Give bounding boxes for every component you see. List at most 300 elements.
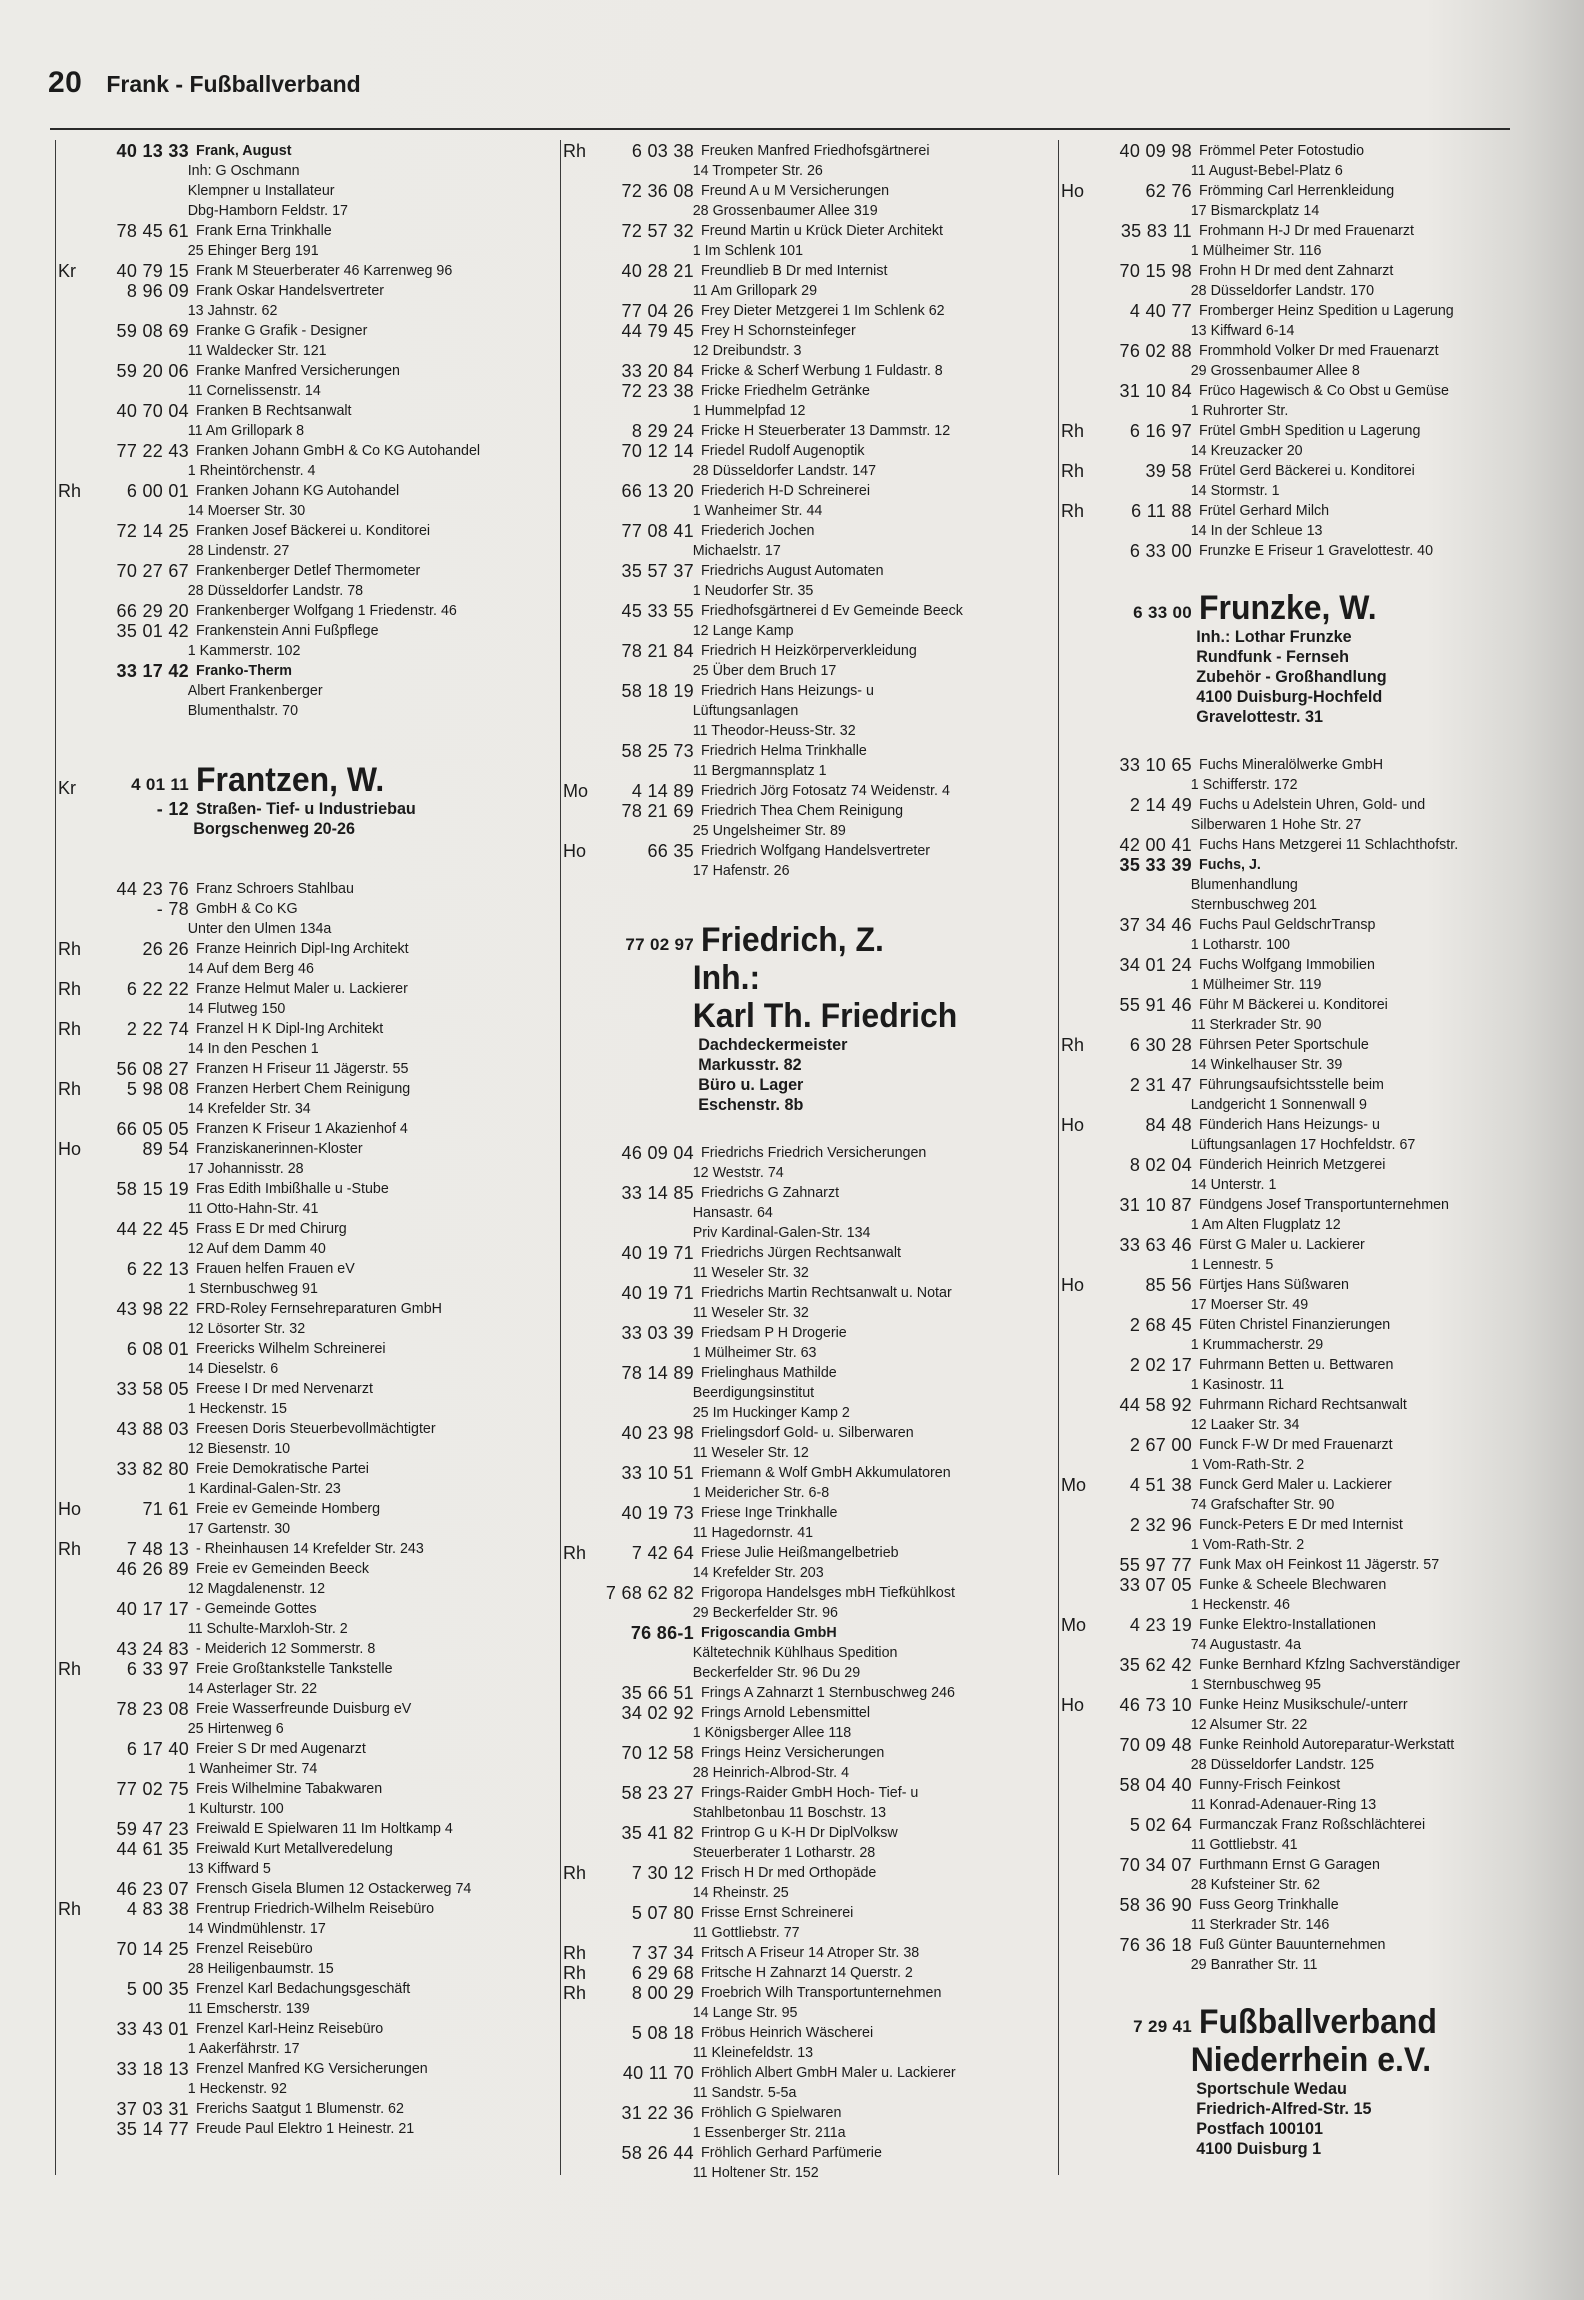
listing-name: Funke Elektro-Installationen (1199, 1616, 1376, 1633)
district-prefix (58, 2019, 92, 2039)
listing-continuation: 28 Düsseldorfer Landstr. 170 (1190, 282, 1375, 299)
listing-entry (58, 321, 558, 361)
district-prefix (563, 1363, 597, 1383)
listing-entry (1061, 1815, 1521, 1855)
listing-row (1061, 1115, 1521, 1135)
listing-entry (563, 1943, 1056, 1963)
listing-entry (563, 381, 1056, 421)
listing-row (1061, 855, 1521, 875)
phone-number: 39 58 (1145, 461, 1192, 481)
listing-row (58, 1079, 558, 1099)
listing-name: Frass E Dr med Chirurg (196, 1220, 347, 1237)
ad-name: Frunzke, W. (1199, 589, 1377, 627)
phone-number: 46 23 07 (116, 1879, 189, 1899)
district-prefix (58, 321, 92, 341)
district-prefix (563, 321, 597, 341)
listing-name: Friese Inge Trinkhalle (701, 1504, 838, 1521)
listing-name: Frank, August (196, 142, 292, 159)
listing-name: Frauen helfen Frauen eV (196, 1260, 355, 1277)
phone-number: 46 26 89 (116, 1559, 189, 1579)
district-prefix (563, 1243, 597, 1263)
listing-continuation: 1 Wanheimer Str. 74 (187, 1760, 318, 1777)
listing-entry (1061, 181, 1521, 221)
listing-row (58, 1979, 558, 1999)
listing-name: Fröbus Heinrich Wäscherei (701, 2024, 874, 2041)
listing-name: Franz Schroers Stahlbau (196, 880, 354, 897)
listing-name: Fricke & Scherf Werbung 1 Fuldastr. 8 (701, 362, 943, 379)
district-prefix: Rh (1061, 1035, 1085, 1055)
phone-number: 40 11 70 (622, 2063, 694, 2083)
listing-continuation: 28 Kufsteiner Str. 62 (1190, 1876, 1321, 1893)
listing-name: Funck F-W Dr med Frauenarzt (1199, 1436, 1393, 1453)
listing-row (1061, 1275, 1521, 1295)
phone-number: 33 63 46 (1119, 1235, 1192, 1255)
listing-continuation: 14 Auf dem Berg 46 (187, 960, 314, 977)
district-prefix (563, 561, 597, 581)
district-prefix: Ho (1061, 181, 1085, 201)
listing-continuation: Kältetechnik Kühlhaus Spedition (692, 1644, 898, 1661)
listing-entry (58, 401, 558, 441)
phone-number: 8 00 29 (631, 1983, 694, 2003)
phone-number: 58 36 90 (1119, 1895, 1192, 1915)
listing-continuation: 11 Theodor-Heuss-Str. 32 (692, 722, 856, 739)
listing-continuation: 25 Über dem Bruch 17 (692, 662, 837, 679)
listing-entry (1061, 1435, 1521, 1475)
listing-name: Fuss Georg Trinkhalle (1199, 1896, 1339, 1913)
district-prefix: Rh (58, 1899, 82, 1919)
listing-row (563, 221, 1056, 241)
ad-fussball (1061, 1975, 1521, 2159)
listing-entry (1061, 461, 1521, 501)
listing-continuation: Sternbuschweg 201 (1190, 896, 1317, 913)
phone-number: 26 26 (142, 939, 189, 959)
phone-number: 72 23 38 (621, 381, 694, 401)
listing-row (563, 1183, 1056, 1203)
phone-number: 70 15 98 (1119, 261, 1192, 281)
listing-row (1061, 1035, 1521, 1055)
phone-number: 7 48 13 (126, 1539, 189, 1559)
district-prefix (58, 1059, 92, 1079)
ad-owner: Karl Th. Friedrich (692, 997, 958, 1035)
listing-continuation: 1 Mülheimer Str. 116 (1190, 242, 1322, 259)
listing-row (58, 1939, 558, 1959)
listing-name: Frenzel Karl-Heinz Reisebüro (196, 2020, 384, 2037)
listing-row (563, 561, 1056, 581)
listing-name: Fromberger Heinz Spedition u Lagerung (1199, 302, 1454, 319)
listing-name: Friederich Jochen (701, 522, 815, 539)
listing-continuation: 1 Lotharstr. 100 (1190, 936, 1290, 953)
district-prefix: Rh (58, 939, 82, 959)
phone-number: 34 02 92 (621, 1703, 694, 1723)
listing-row (1061, 1855, 1521, 1875)
listing-continuation: 1 Kardinal-Galen-Str. 23 (187, 1480, 341, 1497)
listing-name: Franke G Grafik - Designer (196, 322, 368, 339)
district-prefix (1061, 1315, 1095, 1335)
phone-number: 43 88 03 (116, 1419, 189, 1439)
header-rule (50, 128, 1510, 130)
listing-continuation: 12 Lösorter Str. 32 (187, 1320, 306, 1337)
district-prefix: Ho (1061, 1115, 1085, 1135)
listing-name: Friedrich Hans Heizungs- u (701, 682, 874, 699)
listing-name: Fritsche H Zahnarzt 14 Querstr. 2 (701, 1964, 913, 1981)
phone-number: 6 08 01 (126, 1339, 189, 1359)
listing-name: Funke Bernhard Kfzlng Sachverständiger (1199, 1656, 1461, 1673)
district-prefix: Rh (563, 141, 587, 161)
listing-continuation: 11 Konrad-Adenauer-Ring 13 (1190, 1796, 1377, 1813)
spacer (1061, 727, 1521, 755)
listing-entry (58, 1139, 558, 1179)
district-prefix (58, 1219, 92, 1239)
listing-row (1061, 301, 1521, 321)
listing-entry (563, 1983, 1056, 2023)
listing-continuation: Blumenhandlung (1190, 876, 1298, 893)
listing-name: Franzen H Friseur 11 Jägerstr. 55 (196, 1060, 409, 1077)
listing-entry (58, 1899, 558, 1939)
listing-row (563, 301, 1056, 321)
district-prefix (563, 1743, 597, 1763)
listing-continuation: 11 Sterkrader Str. 146 (1190, 1916, 1330, 1933)
listing-name: Funck-Peters E Dr med Internist (1199, 1516, 1403, 1533)
ad-name: Friedrich, Z. (701, 921, 884, 959)
listing-name: Friedhofsgärtnerei d Ev Gemeinde Beeck (701, 602, 963, 619)
listing-row (58, 1659, 558, 1679)
phone-number: 78 21 69 (621, 801, 694, 821)
phone-number: 66 13 20 (621, 481, 694, 501)
listing-name: Friedsam P H Drogerie (701, 1324, 847, 1341)
listing-entry (563, 2103, 1056, 2143)
listing-name: Fricke Friedhelm Getränke (701, 382, 870, 399)
district-prefix: Ho (1061, 1275, 1085, 1295)
district-prefix (58, 1939, 92, 1959)
phone-number: 33 10 65 (1119, 755, 1192, 775)
listing-entry (1061, 141, 1521, 181)
listing-name: Freie ev Gemeinde Homberg (196, 1500, 381, 1517)
district-prefix: Rh (58, 1019, 82, 1039)
listing-continuation: 14 Krefelder Str. 203 (692, 1564, 824, 1581)
listing-continuation: 1 Kammerstr. 102 (187, 642, 301, 659)
listing-entry (563, 301, 1056, 321)
listing-row (563, 1143, 1056, 1163)
listing-continuation: 17 Hafenstr. 26 (692, 862, 790, 879)
district-prefix (563, 2103, 597, 2123)
district-prefix: Rh (563, 1543, 587, 1563)
listing-name: Friedrichs August Automaten (701, 562, 884, 579)
listing-name: Fuhrmann Betten u. Bettwaren (1199, 1356, 1394, 1373)
phone-number: 58 04 40 (1119, 1775, 1192, 1795)
listing-continuation: 14 Windmühlenstr. 17 (187, 1920, 326, 1937)
district-prefix (563, 481, 597, 501)
district-prefix: Rh (563, 1863, 587, 1883)
ad-line: 4100 Duisburg 1 (1196, 2140, 1322, 2158)
listing-name: Führ M Bäckerei u. Konditorei (1199, 996, 1388, 1013)
listing-row (563, 1423, 1056, 1443)
listing-entry (58, 1559, 558, 1599)
listing-name: Frentrup Friedrich-Wilhelm Reisebüro (196, 1900, 435, 1917)
phone-number: 35 33 39 (1119, 855, 1192, 875)
listing-row (563, 641, 1056, 661)
phone-number: 84 48 (1145, 1115, 1192, 1135)
listing-row (58, 1339, 558, 1359)
listing-entry (563, 441, 1056, 481)
phone-number: 35 41 82 (621, 1823, 694, 1843)
phone-number: 33 82 80 (116, 1459, 189, 1479)
listing-entry (58, 1119, 558, 1139)
listing-entry (58, 1059, 558, 1079)
listing-entry (1061, 955, 1521, 995)
district-prefix (58, 1459, 92, 1479)
listing-name: GmbH & Co KG (196, 900, 298, 917)
listing-row (563, 2063, 1056, 2083)
district-prefix (563, 601, 597, 621)
listing-row (563, 1243, 1056, 1263)
listing-entry (58, 1839, 558, 1879)
phone-number: 44 23 76 (116, 879, 189, 899)
ad-line: Gravelottestr. 31 (1196, 708, 1323, 726)
listing-name: Frütel GmbH Spedition u Lagerung (1199, 422, 1421, 439)
listing-row (1061, 1815, 1521, 1835)
listing-entry (1061, 381, 1521, 421)
listing-entry (563, 781, 1056, 801)
listing-entry (563, 561, 1056, 601)
phone-number: 44 58 92 (1119, 1395, 1192, 1415)
district-prefix (58, 1559, 92, 1579)
district-prefix (563, 1183, 597, 1203)
listing-name: FRD-Roley Fernsehreparaturen GmbH (196, 1300, 442, 1317)
listing-continuation: 11 Holtener Str. 152 (692, 2164, 819, 2181)
district-prefix (58, 1419, 92, 1439)
ad-heading (1061, 589, 1521, 627)
listing-entry (1061, 1855, 1521, 1895)
listing-continuation: 11 Emscherstr. 139 (187, 2000, 310, 2017)
listing-row (563, 1623, 1056, 1643)
listing-name: Friedrich Thea Chem Reinigung (701, 802, 904, 819)
listing-row (1061, 141, 1521, 161)
listing-name: Frank M Steuerberater 46 Karrenweg 96 (196, 262, 453, 279)
listing-row (563, 1863, 1056, 1883)
listing-row (58, 2099, 558, 2119)
listing-row (563, 1783, 1056, 1803)
listing-row (58, 1379, 558, 1399)
listing-row (58, 1779, 558, 1799)
listing-entry (563, 841, 1056, 881)
listing-entry (58, 281, 558, 321)
listing-row (58, 321, 558, 341)
phone-number: 7 37 34 (631, 1943, 694, 1963)
listing-name: Frank Erna Trinkhalle (196, 222, 332, 239)
listing-name: Franzel H K Dipl-Ing Architekt (196, 1020, 384, 1037)
district-prefix (563, 421, 597, 441)
listing-continuation: 12 Weststr. 74 (692, 1164, 784, 1181)
column-2 (563, 141, 1056, 2281)
listing-name: Frisse Ernst Schreinerei (701, 1904, 854, 1921)
phone-number: 77 02 75 (116, 1779, 189, 1799)
listing-name: Führungsaufsichtsstelle beim (1199, 1076, 1384, 1093)
phone-number: 31 22 36 (621, 2103, 694, 2123)
district-prefix (58, 441, 92, 461)
phone-number: 77 02 97 (625, 935, 694, 954)
listing-row (1061, 1775, 1521, 1795)
listing-continuation: 28 Heinrich-Albrod-Str. 4 (692, 1764, 850, 1781)
listing-entry (58, 661, 558, 721)
listing-continuation: 25 Ehinger Berg 191 (187, 242, 319, 259)
listing-continuation: 1 Meidericher Str. 6-8 (692, 1484, 830, 1501)
listing-row (563, 1283, 1056, 1303)
listing-name: Fuchs Paul GeldschrTransp (1199, 916, 1376, 933)
listing-entry (563, 1283, 1056, 1323)
listing-entry (563, 421, 1056, 441)
listing-continuation: 1 Neudorfer Str. 35 (692, 582, 814, 599)
listing-continuation: 11 Weseler Str. 32 (692, 1264, 809, 1281)
listing-continuation: 28 Düsseldorfer Landstr. 125 (1190, 1756, 1375, 1773)
listing-continuation: 14 Flutweg 150 (187, 1000, 286, 1017)
listing-entry (1061, 1315, 1521, 1355)
district-prefix (1061, 1075, 1095, 1095)
listing-continuation: 11 Sterkrader Str. 90 (1190, 1016, 1322, 1033)
listing-row (58, 621, 558, 641)
listing-name: Frunzke E Friseur 1 Gravelottestr. 40 (1199, 542, 1434, 559)
ad-friedrich (563, 881, 1056, 1143)
district-prefix: Kr (58, 261, 76, 281)
listing-entry (58, 2059, 558, 2099)
phone-number: 8 29 24 (631, 421, 694, 441)
phone-number: 40 17 17 (116, 1599, 189, 1619)
district-prefix (58, 2059, 92, 2079)
listing-name: Frömmel Peter Fotostudio (1199, 142, 1365, 159)
listing-row (563, 1583, 1056, 1603)
listing-name: Freis Wilhelmine Tabakwaren (196, 1780, 383, 1797)
listing-row (563, 1963, 1056, 1983)
district-prefix: Rh (1061, 421, 1085, 441)
district-prefix (58, 361, 92, 381)
ad-line: 4100 Duisburg-Hochfeld (1196, 688, 1383, 706)
listing-continuation: 29 Banrather Str. 11 (1190, 1956, 1318, 1973)
listing-row (563, 841, 1056, 861)
phone-number: 78 45 61 (116, 221, 189, 241)
district-prefix: Mo (1061, 1475, 1087, 1495)
phone-number: 58 18 19 (621, 681, 694, 701)
district-prefix: Rh (58, 1539, 82, 1559)
spacer (563, 1115, 1056, 1143)
listing-row (1061, 995, 1521, 1015)
listing-name: Furmanczak Franz Roßschlächterei (1199, 1816, 1426, 1833)
district-prefix (563, 1423, 597, 1443)
listing-name: Freie Wasserfreunde Duisburg eV (196, 1700, 412, 1717)
listing-name: Frensch Gisela Blumen 12 Ostackerweg 74 (196, 1880, 472, 1897)
district-prefix (1061, 1895, 1095, 1915)
phone-number: 35 14 77 (116, 2119, 189, 2139)
listing-entry (58, 1659, 558, 1699)
phone-number: 40 09 98 (1119, 141, 1192, 161)
district-prefix (1061, 1235, 1095, 1255)
phone-number: 44 22 45 (116, 1219, 189, 1239)
listing-continuation: 1 Heckenstr. 15 (187, 1400, 287, 1417)
listing-name: Franzen Herbert Chem Reinigung (196, 1080, 411, 1097)
listing-continuation: 25 Im Huckinger Kamp 2 (692, 1404, 850, 1421)
phone-number: 6 22 13 (126, 1259, 189, 1279)
listing-entry (1061, 501, 1521, 541)
listing-continuation: Hansastr. 64 (692, 1204, 773, 1221)
listing-row (563, 421, 1056, 441)
listing-entry (58, 1079, 558, 1119)
listing-entry (1061, 1555, 1521, 1575)
phone-number: 7 42 64 (631, 1543, 694, 1563)
district-prefix (1061, 755, 1095, 775)
listing-row (563, 801, 1056, 821)
listing-continuation: 11 Gottliebstr. 77 (692, 1924, 800, 1941)
listing-name: Fuhrmann Richard Rechtsanwalt (1199, 1396, 1407, 1413)
listing-continuation: 28 Heiligenbaumstr. 15 (187, 1960, 334, 1977)
listing-continuation: 74 Grafschafter Str. 90 (1190, 1496, 1335, 1513)
listing-continuation: 1 Wanheimer Str. 44 (692, 502, 823, 519)
listing-continuation: Klempner u Installateur (187, 182, 335, 199)
listing-continuation: 1 Vom-Rath-Str. 2 (1190, 1536, 1305, 1553)
ad-line: Zubehör - Großhandlung (1196, 668, 1387, 686)
listing-continuation: 28 Lindenstr. 27 (187, 542, 290, 559)
listing-continuation: 17 Gartenstr. 30 (187, 1520, 291, 1537)
ad-line: Sportschule Wedau (1196, 2080, 1347, 2098)
district-prefix (563, 521, 597, 541)
listing-continuation: 28 Düsseldorfer Landstr. 147 (692, 462, 877, 479)
listing-row (1061, 261, 1521, 281)
listing-entry (58, 1259, 558, 1299)
district-prefix (563, 2063, 597, 2083)
listing-continuation: 25 Hirtenweg 6 (187, 1720, 284, 1737)
listing-name: Frisch H Dr med Orthopäde (701, 1864, 877, 1881)
phone-number: 7 29 41 (1133, 2017, 1192, 2036)
listing-name: Freier S Dr med Augenarzt (196, 1740, 366, 1757)
phone-number: 59 20 06 (116, 361, 189, 381)
listing-entry (563, 521, 1056, 561)
listing-row (58, 1419, 558, 1439)
listing-row (1061, 1895, 1521, 1915)
listing-name: Friemann & Wolf GmbH Akkumulatoren (701, 1464, 951, 1481)
ad-frantzen (58, 721, 558, 879)
listing-name: Furthmann Ernst G Garagen (1199, 1856, 1380, 1873)
district-prefix (1061, 1935, 1095, 1955)
phone-number: 6 30 28 (1129, 1035, 1192, 1055)
listing-name: Führsen Peter Sportschule (1199, 1036, 1369, 1053)
listing-row (563, 681, 1056, 701)
listing-continuation: 12 Auf dem Damm 40 (187, 1240, 326, 1257)
ad-heading (563, 921, 1056, 959)
listing-entry (58, 1879, 558, 1899)
phone-number: 31 10 84 (1119, 381, 1192, 401)
listing-continuation: 1 Vom-Rath-Str. 2 (1190, 1456, 1305, 1473)
listing-row (58, 221, 558, 241)
listing-name: Freericks Wilhelm Schreinerei (196, 1340, 386, 1357)
phone-number: 72 57 32 (621, 221, 694, 241)
listing-name: Friedel Rudolf Augenoptik (701, 442, 865, 459)
listing-entry (58, 939, 558, 979)
district-prefix (58, 521, 92, 541)
listing-continuation: 14 Lange Str. 95 (692, 2004, 798, 2021)
listing-entry (563, 481, 1056, 521)
listing-continuation: 1 Sternbuschweg 95 (1190, 1676, 1321, 1693)
listing-name: Fuchs Wolfgang Immobilien (1199, 956, 1375, 973)
listing-entry (58, 441, 558, 481)
listing-continuation: Inh: G Oschmann (187, 162, 300, 179)
listing-row (58, 1839, 558, 1859)
listing-entry (563, 1463, 1056, 1503)
listing-row (1061, 1315, 1521, 1335)
listing-entry (563, 1323, 1056, 1363)
listing-row (563, 1323, 1056, 1343)
phone-number: 34 01 24 (1119, 955, 1192, 975)
district-prefix (1061, 1355, 1095, 1375)
listing-entry (58, 1639, 558, 1659)
listing-entry (563, 141, 1056, 181)
phone-number: 35 66 51 (621, 1683, 694, 1703)
